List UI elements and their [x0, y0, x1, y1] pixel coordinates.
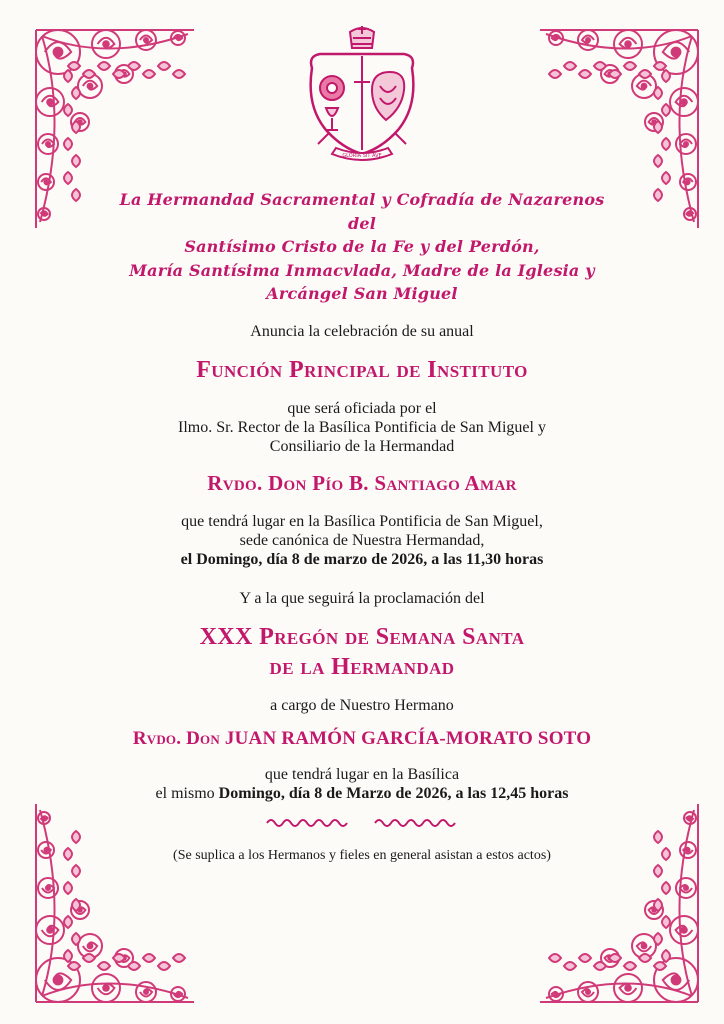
pregonero-fullname: JUAN RAMÓN GARCÍA-MORATO SOTO [224, 727, 592, 749]
function-date: el Domingo, día 8 de marzo de 2026, a las 11,30 horas [180, 550, 544, 568]
flourish-right [373, 817, 459, 827]
pregon-date-prefix: el mismo [155, 784, 215, 802]
pregon-title-line: XXX Pregón de Semana Santa [199, 623, 525, 650]
announce-text: Anuncia la celebración de su anual [250, 322, 474, 340]
officiant-intro [60, 399, 664, 456]
pregon-title [60, 622, 664, 682]
place-line: que tendrá lugar en la Basílica Pontificia de San Miguel, [181, 512, 543, 530]
pregon-place: que tendrá lugar en la Basílica [264, 765, 460, 783]
officiant-intro-line: Consiliario de la Hermandad [269, 437, 455, 455]
officiant-name: Rvdo. Don Pío B. Santiago Amar [207, 470, 517, 495]
pregon-details [60, 765, 664, 803]
pregon-date [60, 784, 664, 803]
function-title: Función Principal de Instituto [196, 356, 528, 383]
place-text [60, 512, 664, 569]
pregonero-name [60, 727, 664, 751]
title-line: Santísimo Cristo de la Fe y del Perdón, [184, 237, 540, 256]
place-line: sede canónica de Nuestra Hermandad, [239, 531, 485, 549]
proclamation-intro: Y a la que seguirá la proclamación del [239, 589, 485, 607]
brotherhood-name [60, 188, 664, 306]
title-line: La Hermandad Sacramental y Cofradía de Nazarenos [119, 190, 605, 209]
divider-flourish [60, 817, 664, 827]
pregonero-prefix: Rvdo. Don [132, 727, 220, 749]
officiant-intro-line: que será oficiada por el [287, 399, 437, 417]
brotherhood-crest [298, 26, 426, 166]
crest-motto: GLORIA SIT AVE [342, 153, 382, 159]
footer-note: (Se suplica a los Hermanos y fieles en general asistan a estos actos) [173, 847, 551, 863]
pregon-date-bold: Domingo, día 8 de Marzo de 2026, a las 12,45 horas [218, 784, 569, 802]
title-line: Arcángel San Miguel [266, 284, 458, 303]
pregon-title-line: de la Hermandad [269, 653, 455, 680]
flourish-left [265, 817, 351, 827]
title-line: María Santísima Inmacvlada, Madre de la Iglesia y [129, 260, 595, 280]
officiant-intro-line: Ilmo. Sr. Rector de la Basílica Pontificia de San Miguel y [178, 418, 546, 436]
pregon-by: a cargo de Nuestro Hermano [270, 696, 454, 714]
invitation-text [60, 188, 664, 865]
title-line: del [347, 213, 377, 233]
